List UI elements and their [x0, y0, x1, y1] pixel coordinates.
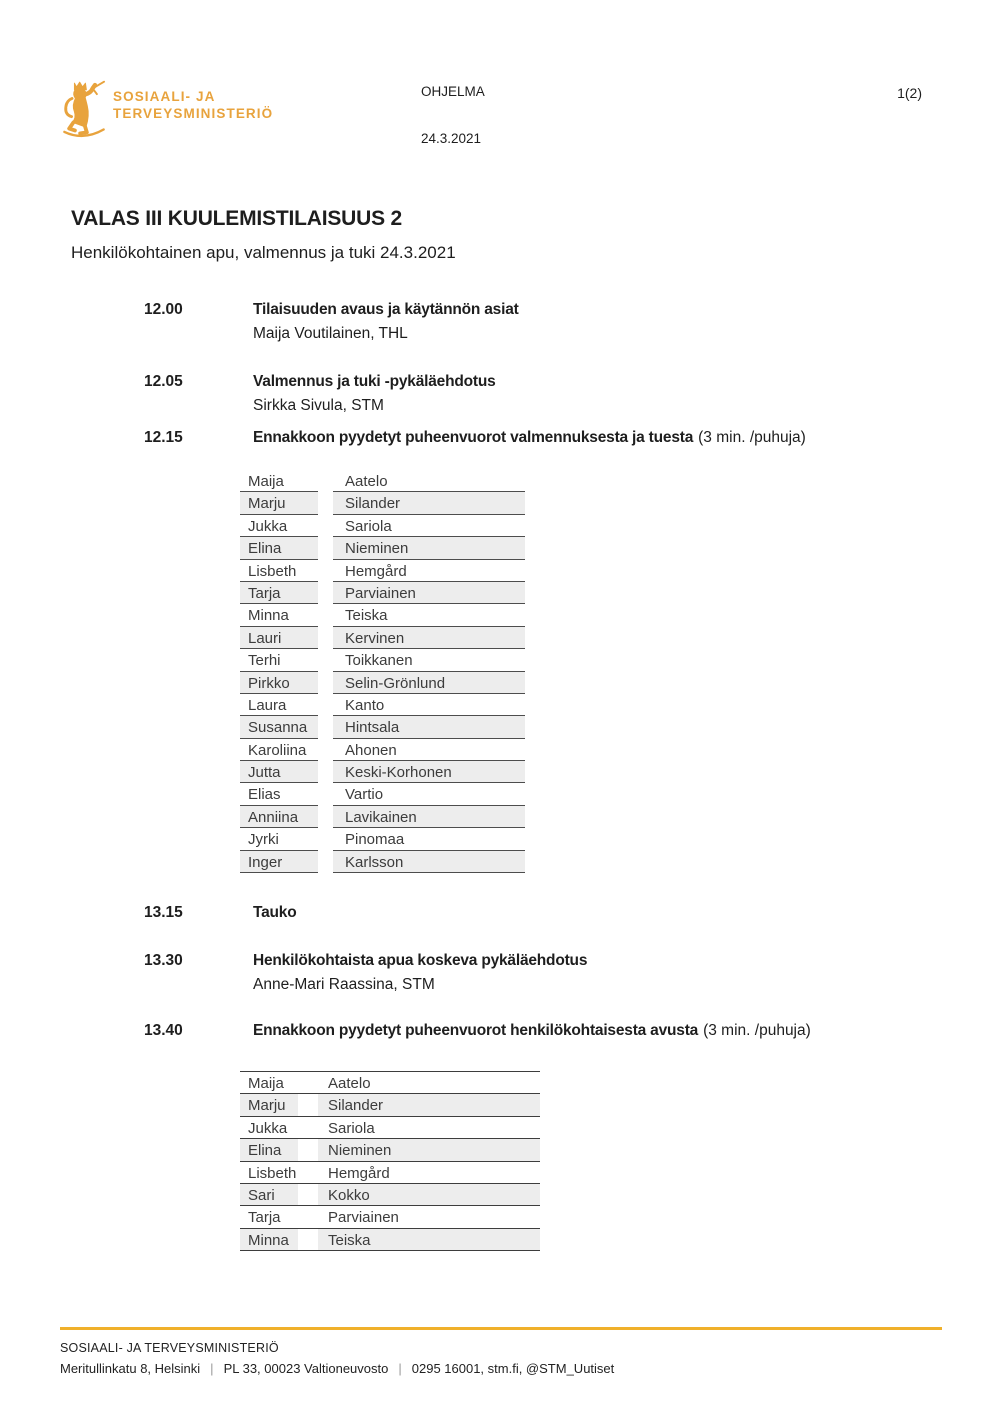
agenda-item-12-15 [71, 426, 931, 450]
footer-po-box: PL 33, 00023 Valtioneuvosto [223, 1360, 389, 1376]
logo-text-line1: SOSIAALI- JA [113, 89, 216, 104]
column-gap [318, 537, 333, 559]
column-gap [318, 627, 333, 649]
agenda-item-13-15 [71, 901, 931, 925]
finnish-lion-icon [62, 78, 106, 138]
column-gap [298, 1094, 318, 1115]
first-name-cell: Minna [240, 1229, 298, 1250]
first-name-cell: Maija [240, 470, 318, 492]
first-name-cell: Inger [240, 851, 318, 873]
first-name-cell: Marju [240, 492, 318, 514]
table-row [240, 627, 525, 649]
table-row [240, 1184, 540, 1206]
column-gap [318, 761, 333, 783]
first-name-cell: Terhi [240, 649, 318, 671]
first-name-cell: Anniina [240, 806, 318, 828]
table-row [240, 470, 525, 492]
column-gap [318, 649, 333, 671]
column-gap [318, 560, 333, 582]
first-name-cell: Susanna [240, 716, 318, 738]
last-name-cell: Parviainen [333, 582, 525, 604]
logo-text-line2: TERVEYSMINISTERIÖ [113, 105, 274, 121]
table-row [240, 672, 525, 694]
column-gap [318, 470, 333, 492]
column-gap [318, 582, 333, 604]
footer-address: Meritullinkatu 8, Helsinki [60, 1360, 201, 1376]
column-gap [318, 716, 333, 738]
last-name-cell: Silander [318, 1094, 540, 1115]
ministry-logo [62, 78, 273, 138]
first-name-cell: Elina [240, 537, 318, 559]
agenda-time: 13.40 [144, 1022, 183, 1040]
first-name-cell: Pirkko [240, 672, 318, 694]
speakers-table-2 [240, 1071, 540, 1251]
last-name-cell: Hintsala [333, 716, 525, 738]
last-name-cell: Hemgård [333, 560, 525, 582]
table-row [240, 604, 525, 626]
last-name-cell: Toikkanen [333, 649, 525, 671]
first-name-cell: Tarja [248, 1209, 281, 1227]
agenda-title: Valmennus ja tuki -pykäläehdotus [253, 373, 496, 390]
footer-rule [60, 1327, 942, 1330]
column-gap [318, 672, 333, 694]
first-name-cell: Sari [240, 1184, 298, 1205]
first-name-cell: Laura [240, 694, 318, 716]
agenda-title: Henkilökohtaista apua koskeva pykäläehdotus [253, 952, 588, 970]
page-number: 1(2) [897, 85, 922, 101]
last-name-cell: Lavikainen [333, 806, 525, 828]
first-name-cell: Jukka [240, 515, 318, 537]
agenda-time: 13.30 [144, 952, 183, 970]
agenda-speaker: Anne-Mari Raassina, STM [253, 976, 435, 994]
agenda-title: Ennakkoon pyydetyt puheenvuorot valmennuksesta ja tuesta [253, 429, 694, 446]
table-row [240, 537, 525, 559]
document-title: VALAS III KUULEMISTILAISUUS 2 [71, 207, 402, 230]
column-gap [318, 828, 333, 850]
last-name-cell: Aatelo [333, 470, 525, 492]
last-name-cell: Keski-Korhonen [333, 761, 525, 783]
last-name-cell: Sariola [328, 1119, 375, 1137]
agenda-item-13-40 [71, 1019, 931, 1043]
table-row [240, 1139, 540, 1161]
first-name-cell: Elias [240, 783, 318, 805]
column-gap [318, 604, 333, 626]
page-footer [60, 1327, 942, 1379]
table-row [240, 1206, 540, 1228]
table-row [240, 1117, 540, 1139]
table-row [240, 1229, 540, 1251]
table-row [240, 694, 525, 716]
last-name-cell: Ahonen [333, 739, 525, 761]
footer-contact: 0295 16001, stm.fi, @STM_Uutiset [411, 1360, 615, 1376]
last-name-cell: Teiska [333, 604, 525, 626]
agenda-duration-note: (3 min. /puhuja) [703, 1022, 811, 1040]
first-name-cell: Lisbeth [248, 1164, 297, 1182]
agenda-speaker: Maija Voutilainen, THL [253, 325, 408, 342]
agenda-time: 12.00 [144, 301, 183, 318]
last-name-cell: Selin-Grönlund [333, 672, 525, 694]
column-gap [318, 851, 333, 873]
agenda-time: 12.05 [144, 373, 183, 390]
last-name-cell: Silander [333, 492, 525, 514]
first-name-cell: Karoliina [240, 739, 318, 761]
last-name-cell: Sariola [333, 515, 525, 537]
table-row [240, 828, 525, 850]
table-row [240, 806, 525, 828]
table-row [240, 739, 525, 761]
table-row [240, 515, 525, 537]
document-date: 24.3.2021 [421, 131, 482, 146]
table-row [240, 1162, 540, 1184]
column-gap [298, 1139, 318, 1160]
column-gap [298, 1072, 318, 1093]
column-gap [298, 1162, 318, 1183]
last-name-cell: Teiska [318, 1229, 540, 1250]
table-row [240, 1072, 540, 1094]
footer-separator: | [398, 1360, 402, 1376]
first-name-cell: Minna [240, 604, 318, 626]
agenda-time: 13.15 [144, 904, 183, 922]
table-row [240, 761, 525, 783]
agenda-item-12-00 [71, 298, 931, 346]
column-gap [298, 1206, 318, 1227]
column-gap [318, 694, 333, 716]
table-row [240, 492, 525, 514]
table-row [240, 649, 525, 671]
first-name-cell: Tarja [240, 582, 318, 604]
last-name-cell: Hemgård [328, 1164, 390, 1182]
column-gap [318, 739, 333, 761]
column-gap [298, 1184, 318, 1205]
last-name-cell: Kokko [318, 1184, 540, 1205]
last-name-cell: Parviainen [328, 1209, 399, 1227]
footer-contact-line [60, 1359, 942, 1379]
table-row [240, 560, 525, 582]
agenda-duration-note: (3 min. /puhuja) [698, 429, 806, 446]
document-type-label: OHJELMA [421, 84, 485, 99]
last-name-cell: Kanto [333, 694, 525, 716]
table-row [240, 582, 525, 604]
document-body [71, 204, 931, 1251]
last-name-cell: Karlsson [333, 851, 525, 873]
last-name-cell: Nieminen [333, 537, 525, 559]
footer-separator: | [210, 1360, 214, 1376]
first-name-cell: Jyrki [240, 828, 318, 850]
column-gap [318, 806, 333, 828]
last-name-cell: Aatelo [328, 1075, 371, 1093]
footer-organization: SOSIAALI- JA TERVEYSMINISTERIÖ [60, 1340, 279, 1355]
agenda-title: Ennakkoon pyydetyt puheenvuorot henkilökohtaisesta avusta [253, 1022, 699, 1040]
last-name-cell: Kervinen [333, 627, 525, 649]
first-name-cell: Maija [248, 1075, 284, 1093]
speakers-table-1 [240, 470, 525, 873]
first-name-cell: Marju [240, 1094, 298, 1115]
agenda-title: Tauko [253, 904, 297, 922]
agenda-speaker: Sirkka Sivula, STM [253, 397, 384, 414]
column-gap [298, 1117, 318, 1138]
document-subtitle: Henkilökohtainen apu, valmennus ja tuki 24.3.2021 [71, 243, 456, 262]
last-name-cell: Vartio [333, 783, 525, 805]
agenda-time: 12.15 [144, 429, 183, 446]
table-row [240, 851, 525, 873]
first-name-cell: Lauri [240, 627, 318, 649]
first-name-cell: Jutta [240, 761, 318, 783]
first-name-cell: Elina [240, 1139, 298, 1160]
column-gap [318, 492, 333, 514]
agenda-item-13-30 [71, 949, 931, 997]
table-row [240, 716, 525, 738]
last-name-cell: Pinomaa [333, 828, 525, 850]
last-name-cell: Nieminen [318, 1139, 540, 1160]
column-gap [298, 1229, 318, 1250]
agenda-title: Tilaisuuden avaus ja käytännön asiat [253, 301, 519, 318]
table-row [240, 783, 525, 805]
table-row [240, 1094, 540, 1116]
column-gap [318, 783, 333, 805]
first-name-cell: Lisbeth [240, 560, 318, 582]
first-name-cell: Jukka [248, 1119, 288, 1137]
column-gap [318, 515, 333, 537]
agenda-item-12-05 [71, 370, 931, 418]
ministry-logo-text [113, 89, 273, 122]
